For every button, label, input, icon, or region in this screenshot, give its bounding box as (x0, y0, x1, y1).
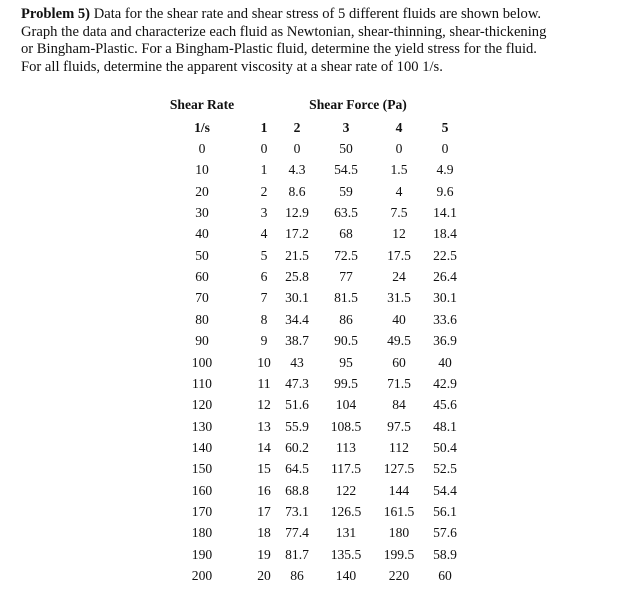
shear-force-cell: 60.2 (285, 439, 309, 455)
shear-force-cell: 30.1 (433, 290, 457, 306)
shear-force-cell: 51.6 (285, 397, 309, 413)
shear-force-cell: 14 (257, 439, 271, 455)
shear-force-cell: 50 (339, 141, 353, 156)
shear-force-cell: 7.5 (390, 205, 408, 221)
shear-force-cell: 72.5 (334, 247, 358, 263)
shear-force-cell: 2 (260, 183, 268, 199)
shear-force-cell: 12 (392, 226, 406, 242)
shear-force-cell: 48.1 (433, 418, 457, 434)
shear-force-cell: 1.5 (390, 162, 408, 178)
shear-rate-cell: 170 (191, 503, 213, 519)
problem-label: Problem 5) (21, 6, 91, 22)
shear-force-cell: 34.4 (285, 311, 309, 327)
shear-force-cell: 50.4 (433, 439, 457, 455)
shear-force-cell: 18 (257, 525, 271, 541)
shear-force-cell: 8 (260, 311, 268, 327)
fluid-number-header: 4 (395, 120, 403, 135)
shear-force-cell: 104 (335, 397, 357, 413)
shear-force-cell: 68 (339, 226, 353, 242)
shear-force-cell: 86 (339, 311, 353, 327)
shear-rate-cell: 160 (191, 482, 213, 498)
shear-force-cell: 5 (260, 247, 268, 263)
shear-rate-cell: 10 (195, 162, 209, 178)
shear-force-cell: 11 (257, 375, 271, 391)
shear-force-cell: 16 (257, 482, 271, 498)
fluid-number-header: 3 (342, 120, 350, 135)
shear-force-cell: 59 (339, 183, 353, 199)
shear-force-cell: 199.5 (383, 546, 415, 562)
shear-force-cell: 56.1 (433, 503, 457, 519)
shear-force-cell: 131 (335, 525, 357, 541)
problem-statement (21, 6, 621, 76)
shear-force-cell: 81.5 (334, 290, 358, 306)
shear-force-cell: 73.1 (285, 503, 309, 519)
problem-line-3: or Bingham-Plastic. For a Bingham-Plastic fluid, determine the yield stress for the fluid. (21, 41, 537, 58)
shear-force-cell: 4.3 (288, 162, 306, 178)
shear-force-cell: 180 (388, 525, 410, 541)
shear-force-cell: 161.5 (383, 503, 415, 519)
shear-force-header: Shear Force (Pa) (309, 97, 407, 112)
shear-force-cell: 144 (388, 482, 410, 498)
shear-rate-cell: 80 (195, 311, 209, 327)
shear-force-cell: 52.5 (433, 461, 457, 477)
shear-force-cell: 18.4 (433, 226, 457, 242)
shear-force-cell: 54.5 (334, 162, 358, 178)
shear-force-cell: 90.5 (334, 333, 358, 349)
shear-force-cell: 47.3 (285, 375, 309, 391)
shear-rate-cell: 90 (195, 333, 209, 349)
shear-force-cell: 3 (260, 205, 268, 221)
shear-force-cell: 4 (395, 183, 403, 199)
shear-rate-cell: 60 (195, 269, 209, 285)
shear-force-cell: 0 (395, 141, 403, 156)
shear-force-cell: 64.5 (285, 461, 309, 477)
shear-rate-cell: 0 (198, 141, 206, 156)
shear-force-cell: 95 (339, 354, 353, 370)
shear-force-cell: 108.5 (330, 418, 362, 434)
shear-force-cell: 40 (392, 311, 406, 327)
shear-force-cell: 15 (257, 461, 271, 477)
shear-rate-cell: 50 (195, 247, 209, 263)
shear-force-cell: 220 (388, 568, 410, 583)
shear-force-cell: 135.5 (330, 546, 362, 562)
shear-rate-cell: 200 (191, 568, 213, 583)
shear-force-cell: 43 (290, 354, 304, 370)
shear-force-cell: 60 (392, 354, 406, 370)
shear-force-cell: 49.5 (387, 333, 411, 349)
shear-force-cell: 38.7 (285, 333, 309, 349)
shear-force-cell: 42.9 (433, 375, 457, 391)
shear-force-cell: 55.9 (285, 418, 309, 434)
fluid-number-header: 2 (293, 120, 301, 135)
shear-force-cell: 84 (392, 397, 406, 413)
shear-force-cell: 113 (336, 439, 356, 455)
shear-force-cell: 30.1 (285, 290, 309, 306)
shear-rate-cell: 190 (191, 546, 213, 562)
shear-force-cell: 71.5 (387, 375, 411, 391)
shear-force-cell: 81.7 (285, 546, 309, 562)
shear-force-cell: 33.6 (433, 311, 457, 327)
shear-force-cell: 1 (260, 162, 268, 178)
shear-force-cell: 63.5 (334, 205, 358, 221)
shear-rate-cell: 140 (191, 439, 213, 455)
shear-rate-cell: 30 (195, 205, 209, 221)
shear-force-cell: 20 (257, 568, 271, 583)
shear-force-cell: 7 (260, 290, 268, 306)
shear-rate-cell: 130 (191, 418, 213, 434)
problem-line-1-text: Data for the shear rate and shear stress of 5 different fluids are shown below. (90, 6, 542, 22)
shear-force-cell: 68.8 (285, 482, 309, 498)
shear-force-cell: 31.5 (387, 290, 411, 306)
shear-force-cell: 112 (389, 439, 409, 455)
shear-force-cell: 99.5 (334, 375, 358, 391)
shear-force-cell: 122 (335, 482, 357, 498)
shear-force-cell: 54.4 (433, 482, 457, 498)
shear-force-cell: 36.9 (433, 333, 457, 349)
shear-force-cell: 140 (335, 568, 357, 583)
problem-line-2: Graph the data and characterize each fluid as Newtonian, shear-thinning, shear-thickening (21, 23, 547, 40)
shear-rate-unit: 1/s (194, 120, 210, 135)
shear-force-cell: 26.4 (433, 269, 457, 285)
shear-force-cell: 0 (441, 141, 449, 156)
shear-rate-cell: 100 (191, 354, 213, 370)
shear-force-cell: 127.5 (383, 461, 415, 477)
shear-force-cell: 25.8 (285, 269, 309, 285)
problem-line-1 (21, 6, 621, 24)
shear-rate-cell: 40 (195, 226, 209, 242)
shear-rate-cell: 180 (191, 525, 213, 541)
shear-force-cell: 45.6 (433, 397, 457, 413)
shear-force-cell: 19 (257, 546, 271, 562)
shear-force-cell: 60 (438, 568, 452, 583)
shear-force-cell: 57.6 (433, 525, 457, 541)
shear-force-cell: 40 (438, 354, 452, 370)
shear-rate-cell: 70 (195, 290, 209, 306)
shear-force-cell: 126.5 (330, 503, 362, 519)
fluid-number-header: 5 (441, 120, 449, 135)
shear-rate-cell: 110 (192, 375, 212, 391)
shear-force-cell: 24 (392, 269, 406, 285)
shear-force-cell: 0 (260, 141, 268, 156)
shear-force-cell: 117.5 (330, 461, 362, 477)
shear-force-cell: 6 (260, 269, 268, 285)
shear-force-cell: 21.5 (285, 247, 309, 263)
shear-rate-cell: 120 (191, 397, 213, 413)
shear-force-cell: 0 (293, 141, 301, 156)
shear-force-cell: 17 (257, 503, 271, 519)
shear-rate-header: Shear Rate (169, 97, 235, 112)
shear-force-cell: 13 (257, 418, 271, 434)
shear-force-cell: 9 (260, 333, 268, 349)
shear-rate-cell: 20 (195, 183, 209, 199)
shear-force-cell: 97.5 (387, 418, 411, 434)
shear-force-cell: 4 (260, 226, 268, 242)
shear-force-cell: 86 (290, 568, 304, 583)
shear-force-cell: 12 (257, 397, 271, 413)
shear-force-cell: 17.2 (285, 226, 309, 242)
problem-line-4: For all fluids, determine the apparent viscosity at a shear rate of 100 1/s. (21, 58, 443, 75)
shear-force-cell: 10 (257, 354, 271, 370)
fluid-number-header: 1 (260, 120, 268, 135)
shear-force-cell: 14.1 (433, 205, 457, 221)
shear-force-cell: 58.9 (433, 546, 457, 562)
shear-force-cell: 77.4 (285, 525, 309, 541)
shear-force-cell: 4.9 (436, 162, 454, 178)
shear-force-cell: 9.6 (436, 183, 454, 199)
shear-rate-cell: 150 (191, 461, 213, 477)
shear-force-cell: 12.9 (285, 205, 309, 221)
shear-force-cell: 77 (339, 269, 353, 285)
shear-force-cell: 22.5 (433, 247, 457, 263)
shear-force-cell: 8.6 (288, 183, 306, 199)
shear-force-cell: 17.5 (387, 247, 411, 263)
